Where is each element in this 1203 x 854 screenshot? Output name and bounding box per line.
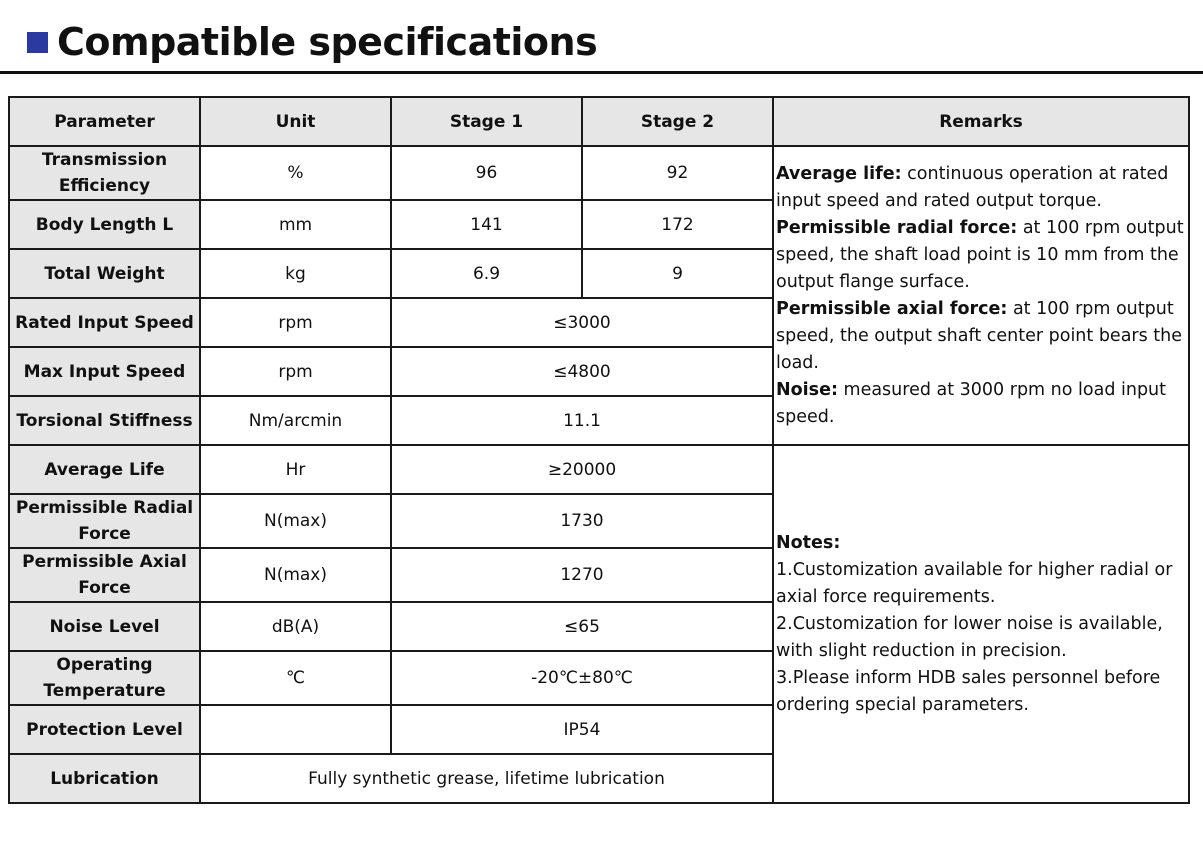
param-cell: Protection Level <box>9 705 200 754</box>
value-cell: ≥20000 <box>391 445 773 494</box>
param-cell: Rated Input Speed <box>9 298 200 347</box>
remark-label: Noise: <box>776 379 838 400</box>
param-cell: Max Input Speed <box>9 347 200 396</box>
value-cell: ≤4800 <box>391 347 773 396</box>
param-cell: Total Weight <box>9 249 200 298</box>
title-text: Compatible specifications <box>57 20 598 64</box>
header-stage2: Stage 2 <box>582 97 773 146</box>
unit-cell: rpm <box>200 298 391 347</box>
stage2-cell: 9 <box>582 249 773 298</box>
param-cell: Transmission Efficiency <box>9 146 200 200</box>
value-cell: ≤65 <box>391 602 773 651</box>
value-cell: 1730 <box>391 494 773 548</box>
unit-cell: % <box>200 146 391 200</box>
remark-label: Permissible axial force: <box>776 298 1008 319</box>
unit-cell: mm <box>200 200 391 249</box>
unit-cell: Hr <box>200 445 391 494</box>
notes-cell <box>773 445 1189 803</box>
stage2-cell: 172 <box>582 200 773 249</box>
unit-cell: N(max) <box>200 548 391 602</box>
stage1-cell: 141 <box>391 200 582 249</box>
param-cell: Average Life <box>9 445 200 494</box>
remark-text: measured at 3000 rpm no load input speed. <box>776 379 1167 427</box>
value-cell: 1270 <box>391 548 773 602</box>
title-divider <box>0 71 1203 74</box>
remark-text: at 100 rpm output speed, the output shaft center point bears the load. <box>776 298 1183 373</box>
remark-label: Permissible radial force: <box>776 217 1018 238</box>
note-item: 1.Customization available for higher radial or axial force requirements. <box>776 559 1173 607</box>
note-item: 2.Customization for lower noise is available, with slight reduction in precision. <box>776 613 1163 661</box>
value-cell: -20℃±80℃ <box>391 651 773 705</box>
param-cell: Lubrication <box>9 754 200 803</box>
notes-label: Notes: <box>776 532 841 553</box>
value-cell: ≤3000 <box>391 298 773 347</box>
remarks-cell <box>773 146 1189 445</box>
note-item: 3.Please inform HDB sales personnel before ordering special parameters. <box>776 667 1161 715</box>
header-remarks: Remarks <box>773 97 1189 146</box>
stage1-cell: 96 <box>391 146 582 200</box>
unit-cell: dB(A) <box>200 602 391 651</box>
param-cell: Torsional Stiffness <box>9 396 200 445</box>
title-square-icon <box>27 32 48 53</box>
header-stage1: Stage 1 <box>391 97 582 146</box>
specifications-table <box>8 96 1190 804</box>
remark-text: continuous operation at rated input speed and rated output torque. <box>776 163 1169 211</box>
value-cell: Fully synthetic grease, lifetime lubrication <box>200 754 773 803</box>
param-cell: Operating Temperature <box>9 651 200 705</box>
table-row <box>9 445 1189 494</box>
param-cell: Permissible Radial Force <box>9 494 200 548</box>
unit-cell: ℃ <box>200 651 391 705</box>
value-cell: IP54 <box>391 705 773 754</box>
param-cell: Permissible Axial Force <box>9 548 200 602</box>
header-unit: Unit <box>200 97 391 146</box>
value-cell: 11.1 <box>391 396 773 445</box>
stage1-cell: 6.9 <box>391 249 582 298</box>
unit-cell: N(max) <box>200 494 391 548</box>
table-row <box>9 146 1189 200</box>
stage2-cell: 92 <box>582 146 773 200</box>
page-title <box>27 14 597 70</box>
param-cell: Noise Level <box>9 602 200 651</box>
unit-cell: Nm/arcmin <box>200 396 391 445</box>
param-cell: Body Length L <box>9 200 200 249</box>
remark-text: at 100 rpm output speed, the shaft load point is 10 mm from the output flange surface. <box>776 217 1184 292</box>
header-row <box>9 97 1189 146</box>
header-parameter: Parameter <box>9 97 200 146</box>
unit-cell: kg <box>200 249 391 298</box>
unit-cell <box>200 705 391 754</box>
unit-cell: rpm <box>200 347 391 396</box>
remark-label: Average life: <box>776 163 902 184</box>
